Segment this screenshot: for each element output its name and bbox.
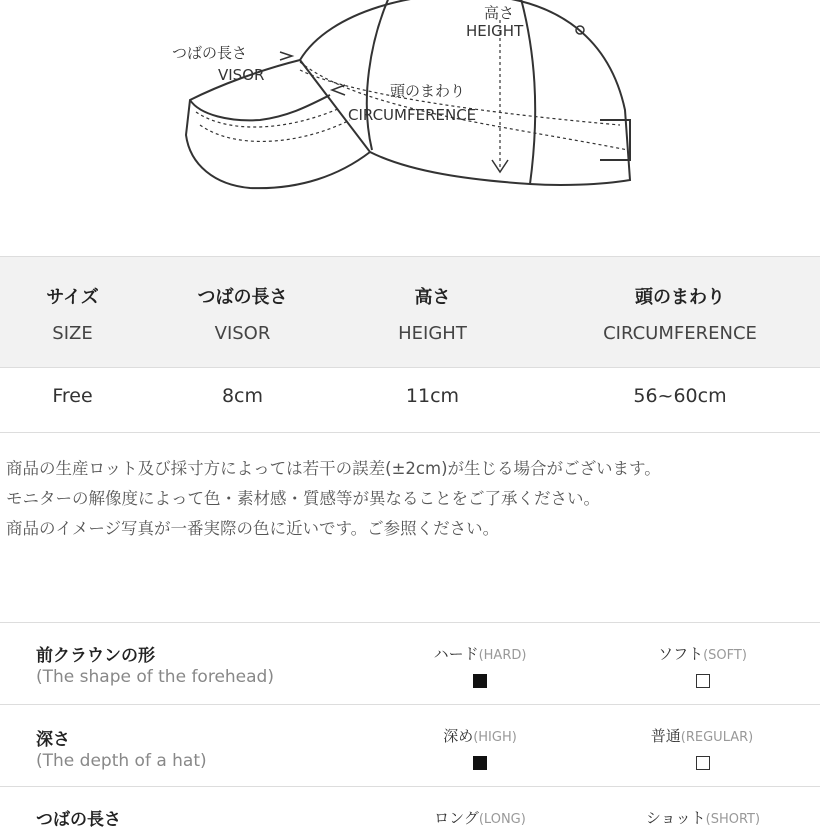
circumference-label-jp: 頭のまわり [390, 82, 466, 100]
checkbox-high-checked [473, 756, 487, 770]
option-label-en: (HARD) [478, 648, 527, 663]
checkbox-hard-checked [473, 674, 487, 688]
feature-title-en: (The shape of the forehead) [36, 667, 274, 687]
feature-row-depth [0, 704, 820, 787]
option-label-jp: ロング [434, 809, 479, 827]
feature-title-en: (The depth of a hat) [36, 751, 207, 771]
option-label-jp: 普通 [650, 727, 681, 745]
header-height [360, 283, 505, 344]
cap-diagram [0, 0, 820, 240]
note-line: 商品のイメージ写真が一番実際の色に近いです。ご参照ください。 [6, 519, 500, 538]
size-table-header [0, 256, 820, 368]
size-table-values [0, 366, 820, 433]
option-long-label [415, 807, 545, 828]
header-size-en: SIZE [52, 323, 93, 344]
header-circumference [560, 283, 800, 344]
feature-title-jp: 深さ [36, 730, 70, 750]
option-label-jp: 深め [443, 727, 474, 745]
value-size: Free [52, 385, 93, 407]
option-label-en: (REGULAR) [680, 730, 754, 745]
option-label-en: (SHORT) [705, 812, 761, 827]
header-size-jp: サイズ [46, 287, 99, 308]
feature-row-crown-shape [0, 622, 820, 705]
note-line: 商品の生産ロット及び採寸方によっては若干の誤差(±2cm)が生じる場合がございます。 [6, 459, 661, 478]
option-hard-label [420, 643, 540, 664]
value-visor: 8cm [221, 385, 264, 407]
feature-row-visor-length [0, 786, 820, 830]
option-label-en: (LONG) [478, 812, 526, 827]
visor-label-jp: つばの長さ [172, 44, 248, 62]
header-height-en: HEIGHT [398, 323, 467, 344]
feature-title-jp: 前クラウンの形 [36, 646, 155, 666]
checkbox-soft-unchecked [696, 674, 710, 688]
header-visor-jp: つばの長さ [197, 287, 288, 308]
option-label-en: (HIGH) [473, 730, 517, 745]
option-high-label [420, 725, 540, 746]
option-short-label [628, 807, 778, 828]
option-label-jp: ソフト [658, 645, 704, 663]
option-soft-label [640, 643, 765, 664]
option-label-jp: ハード [433, 645, 479, 663]
circumference-label-en: CIRCUMFERENCE [348, 106, 477, 124]
size-notes [6, 454, 661, 544]
header-height-jp: 高さ [414, 287, 451, 308]
note-line: モニターの解像度によって色・素材感・質感等が異なることをご了承ください。 [6, 489, 600, 508]
option-regular-label [632, 725, 772, 746]
header-circumference-en: CIRCUMFERENCE [603, 323, 757, 344]
option-label-jp: ショット [645, 809, 706, 827]
header-visor [160, 283, 325, 344]
value-circumference: 56~60cm [633, 385, 727, 407]
header-size [10, 283, 135, 344]
height-label-en: HEIGHT [466, 22, 524, 40]
visor-label-en: VISOR [218, 66, 265, 84]
feature-title-jp: つばの長さ [36, 810, 121, 830]
value-height: 11cm [405, 385, 460, 407]
height-label-jp: 高さ [484, 4, 515, 22]
header-visor-en: VISOR [214, 323, 271, 344]
option-label-en: (SOFT) [703, 648, 747, 663]
header-circumference-jp: 頭のまわり [635, 287, 725, 308]
checkbox-regular-unchecked [696, 756, 710, 770]
